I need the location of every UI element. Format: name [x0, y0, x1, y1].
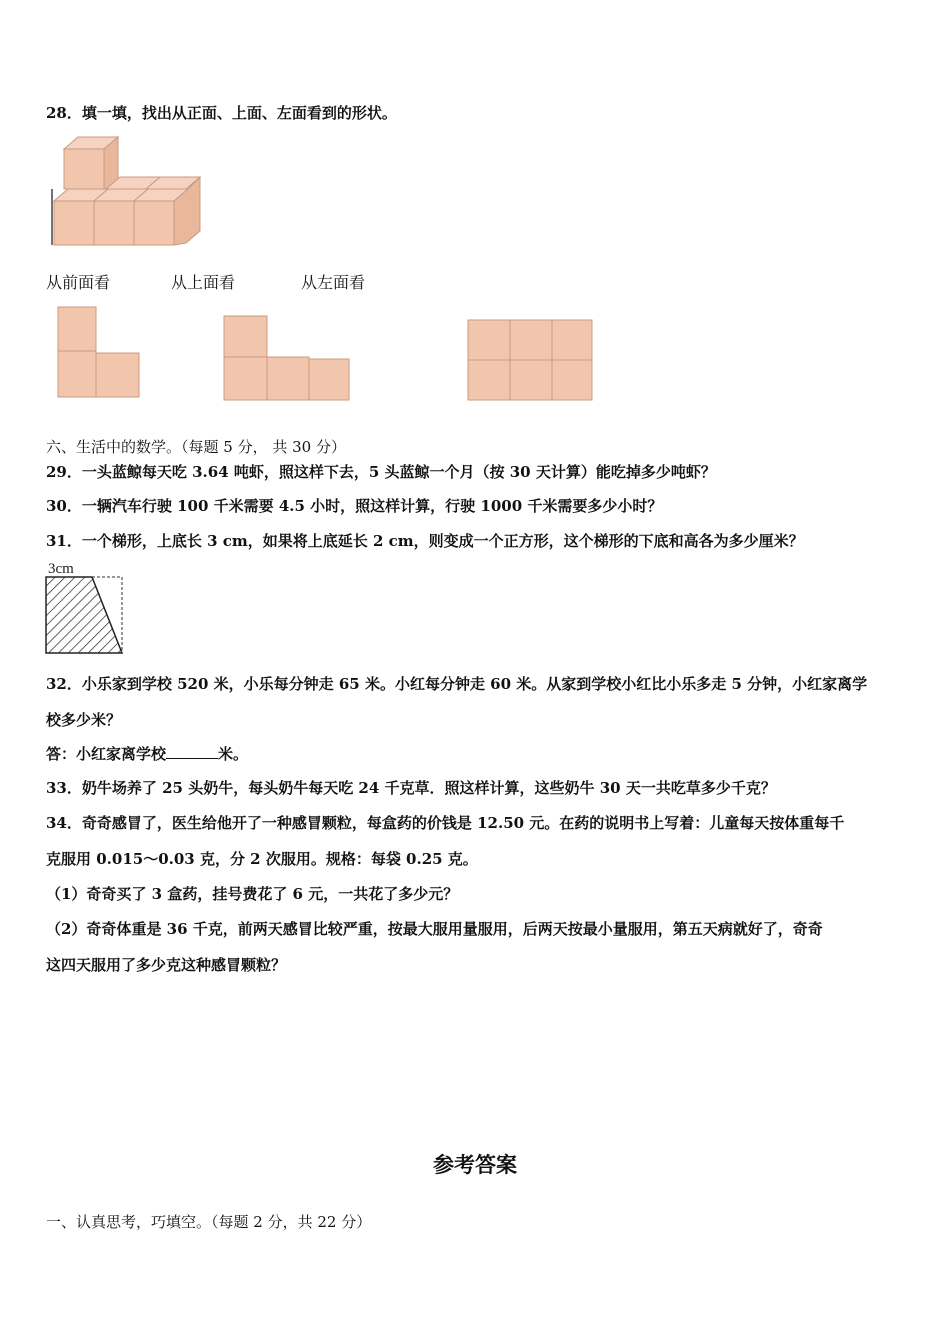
q32-line1: 32．小乐家到学校 520 米，小乐每分钟走 65 米。小红每分钟走 60 米。从家到学校小红比小乐多走 5 分钟，小红家离学 [46, 675, 868, 693]
view-left-figure [466, 318, 594, 402]
view-label-top: 从上面看 [171, 273, 236, 292]
q34-sub2-line2: 这四天服用了多少克这种感冒颗粒？ [46, 956, 287, 974]
view-label-left: 从左面看 [301, 273, 366, 292]
q34-line1: 34．奇奇感冒了，医生给他开了一种感冒颗粒，每盒药的价钱是 12.50 元。在药的说明书上写着：儿童每天按体重每千 [46, 814, 845, 832]
q34-sub2-line1: （2）奇奇体重是 36 千克，前两天感冒比较严重，按最大服用量服用，后两天按最小量服用，第五天病就好了，奇奇 [46, 920, 823, 938]
q32-line2: 校多少米？ [46, 711, 122, 729]
view-top-figure [222, 314, 352, 402]
q32-answer-blank[interactable] [166, 744, 218, 759]
q29-text: 29．一头蓝鲸每天吃 3.64 吨虾，照这样下去，5 头蓝鲸一个月（按 30 天计算）能吃掉多少吨虾？ [46, 463, 716, 481]
q32-answer-prefix: 答：小红家离学校 [46, 745, 167, 763]
section6-heading: 六、生活中的数学。（每题 5 分， 共 30 分） [46, 438, 346, 456]
q30-text: 30．一辆汽车行驶 100 千米需要 4.5 小时，照这样计算，行驶 1000 千米需要多少小时？ [46, 497, 663, 515]
q32-answer-suffix: 米。 [218, 745, 249, 763]
q34-line2: 克服用 0.015～0.03 克，分 2 次服用。规格：每袋 0.25 克。 [46, 850, 478, 868]
q33-text: 33．奶牛场养了 25 头奶牛，每头奶牛每天吃 24 千克草．照这样计算，这些奶牛 30 天一共吃草多少千克？ [46, 779, 776, 797]
q34-sub1: （1）奇奇买了 3 盒药，挂号费花了 6 元，一共花了多少元？ [46, 885, 459, 903]
q28-text: 28．填一填，找出从正面、上面、左面看到的形状。 [46, 104, 397, 122]
answers-title: 参考答案 [433, 1152, 517, 1177]
view-front-figure [56, 306, 142, 400]
trapezoid-figure [44, 558, 128, 658]
q31-text: 31．一个梯形，上底长 3 cm，如果将上底延长 2 cm，则变成一个正方形，这个梯形的下底和高各为多少厘米？ [46, 532, 804, 550]
cube-stack-figure [50, 135, 205, 247]
q32-answer [46, 744, 248, 764]
answers-section1: 一、认真思考，巧填空。（每题 2 分，共 22 分） [46, 1213, 372, 1231]
view-label-front: 从前面看 [46, 273, 111, 292]
trapezoid-top-label: 3cm [48, 561, 74, 577]
